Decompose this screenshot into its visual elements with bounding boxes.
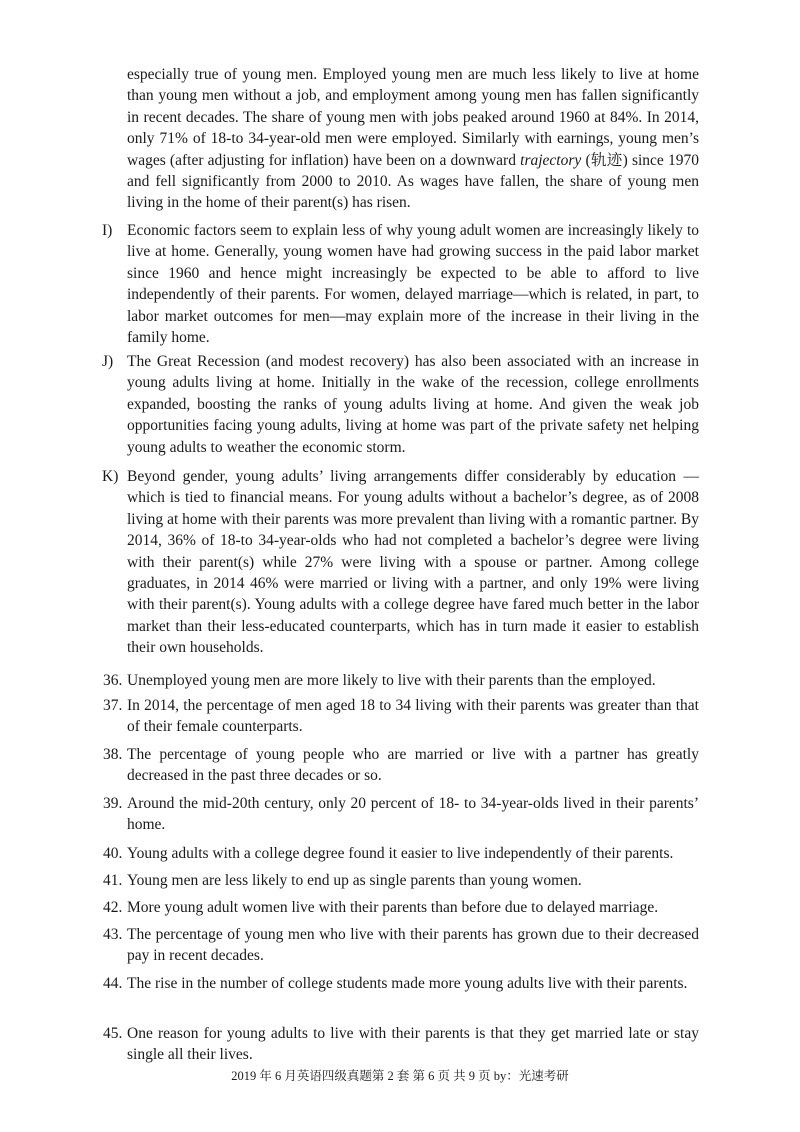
question-38: The percentage of young people who are married or live with a partner has greatly decreased in the past three decades or so.	[127, 746, 699, 785]
paragraph-text: especially true of young men. Employed young men are much less likely to live at home than young men without a job, and employment among young men has fallen significantly in recent decades. The share of young men with jobs peaked around 1960 at 84%. In 2014, only 71% of 18-to 34-year-old men were employed. Similarly with earnings, young men’s wages (after adjusting for inflation) have been on a downward	[127, 66, 699, 169]
question-number-39: 39.	[103, 795, 123, 812]
question-number-40: 40.	[103, 845, 123, 862]
question-39: Around the mid-20th century, only 20 percent of 18- to 34-year-olds lived in their parents’ home.	[127, 795, 699, 834]
question-number-36: 36.	[103, 672, 123, 689]
question-number-37: 37.	[103, 697, 123, 714]
paragraph-label-j: J)	[102, 353, 114, 370]
question-number-43: 43.	[103, 926, 123, 943]
question-37: In 2014, the percentage of men aged 18 to 34 living with their parents was greater than that of their female counterparts.	[127, 697, 699, 736]
question-number-41: 41.	[103, 872, 123, 889]
question-43: The percentage of young men who live with their parents has grown due to their decreased pay in recent decades.	[127, 926, 699, 965]
question-45: One reason for young adults to live with their parents is that they get married late or stay single all their lives.	[127, 1025, 699, 1064]
question-44: The rise in the number of college students made more young adults live with their parents.	[127, 975, 688, 992]
page-footer: 2019 年 6 月英语四级真题第 2 套 第 6 页 共 9 页 by：光速考研	[231, 1069, 569, 1083]
question-number-45: 45.	[103, 1025, 123, 1042]
paragraph-label-k: K)	[102, 468, 119, 485]
question-number-44: 44.	[103, 975, 123, 992]
question-36: Unemployed young men are more likely to live with their parents than the employed.	[127, 672, 656, 689]
italic-term: trajectory	[520, 151, 582, 169]
paragraph-label-i: I)	[102, 222, 113, 239]
question-number-38: 38.	[103, 746, 123, 763]
question-number-42: 42.	[103, 899, 123, 916]
question-40: Young adults with a college degree found it easier to live independently of their parents.	[127, 845, 674, 862]
paragraph-k: Beyond gender, young adults’ living arrangements differ considerably by education —which is tied to financial means. For young adults without a bachelor’s degree, as of 2008 living at home with their parents was more prevalent than living with a romantic partner. By 2014, 36% of 18-to 34-year-olds who had not completed a bachelor’s degree were living with their parent(s) while 27% were living with a spouse or partner. Among college graduates, in 2014 46% were married or living with a partner, and only 19% were living with their parent(s). Young adults with a college degree have fared much better in the labor market than their less-educated counterparts, which has in turn made it easier to establish their own households.	[127, 468, 699, 657]
paragraph-h-continuation	[127, 64, 699, 214]
paragraph-text: (轨迹) since 1970 and fell significantly from 2000 to 2010. As wages have fallen, the share of young men living in the home of their parent(s) has risen.	[127, 151, 699, 212]
question-42: More young adult women live with their parents than before due to delayed marriage.	[127, 899, 659, 916]
question-41: Young men are less likely to end up as single parents than young women.	[127, 872, 582, 889]
paragraph-j: The Great Recession (and modest recovery) has also been associated with an increase in young adults living at home. Initially in the wake of the recession, college enrollments expanded, boosting the ranks of young adults living at home. And given the weak job opportunities facing young adults, living at home was part of the private safety net helping young adults to weather the economic storm.	[127, 353, 699, 456]
paragraph-i: Economic factors seem to explain less of why young adult women are increasingly likely to live at home. Generally, young women have had growing success in the paid labor market since 1960 and hence might increasingly be expected to be able to afford to live independently of their parents. For women, delayed marriage—which is related, in part, to labor market outcomes for men—may explain more of the increase in their living in the family home.	[127, 222, 699, 347]
